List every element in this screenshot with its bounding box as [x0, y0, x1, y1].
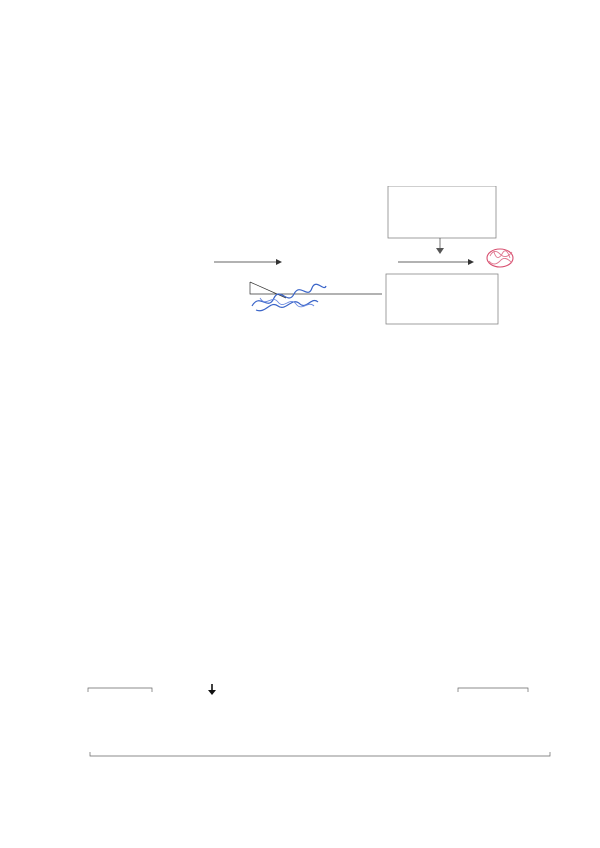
folded-rna-coil-icon — [252, 284, 326, 310]
promoter-bracket — [88, 688, 152, 692]
gene-expression-diagram — [90, 186, 530, 326]
callout-box-bottom — [386, 274, 498, 324]
callout-box-top — [388, 186, 496, 238]
transcription-start-arrow-icon — [208, 684, 216, 695]
dna-sequence-strip — [30, 682, 590, 762]
terminator-bracket — [458, 688, 528, 692]
protein-icon — [487, 249, 513, 267]
coding-bracket — [90, 752, 550, 756]
